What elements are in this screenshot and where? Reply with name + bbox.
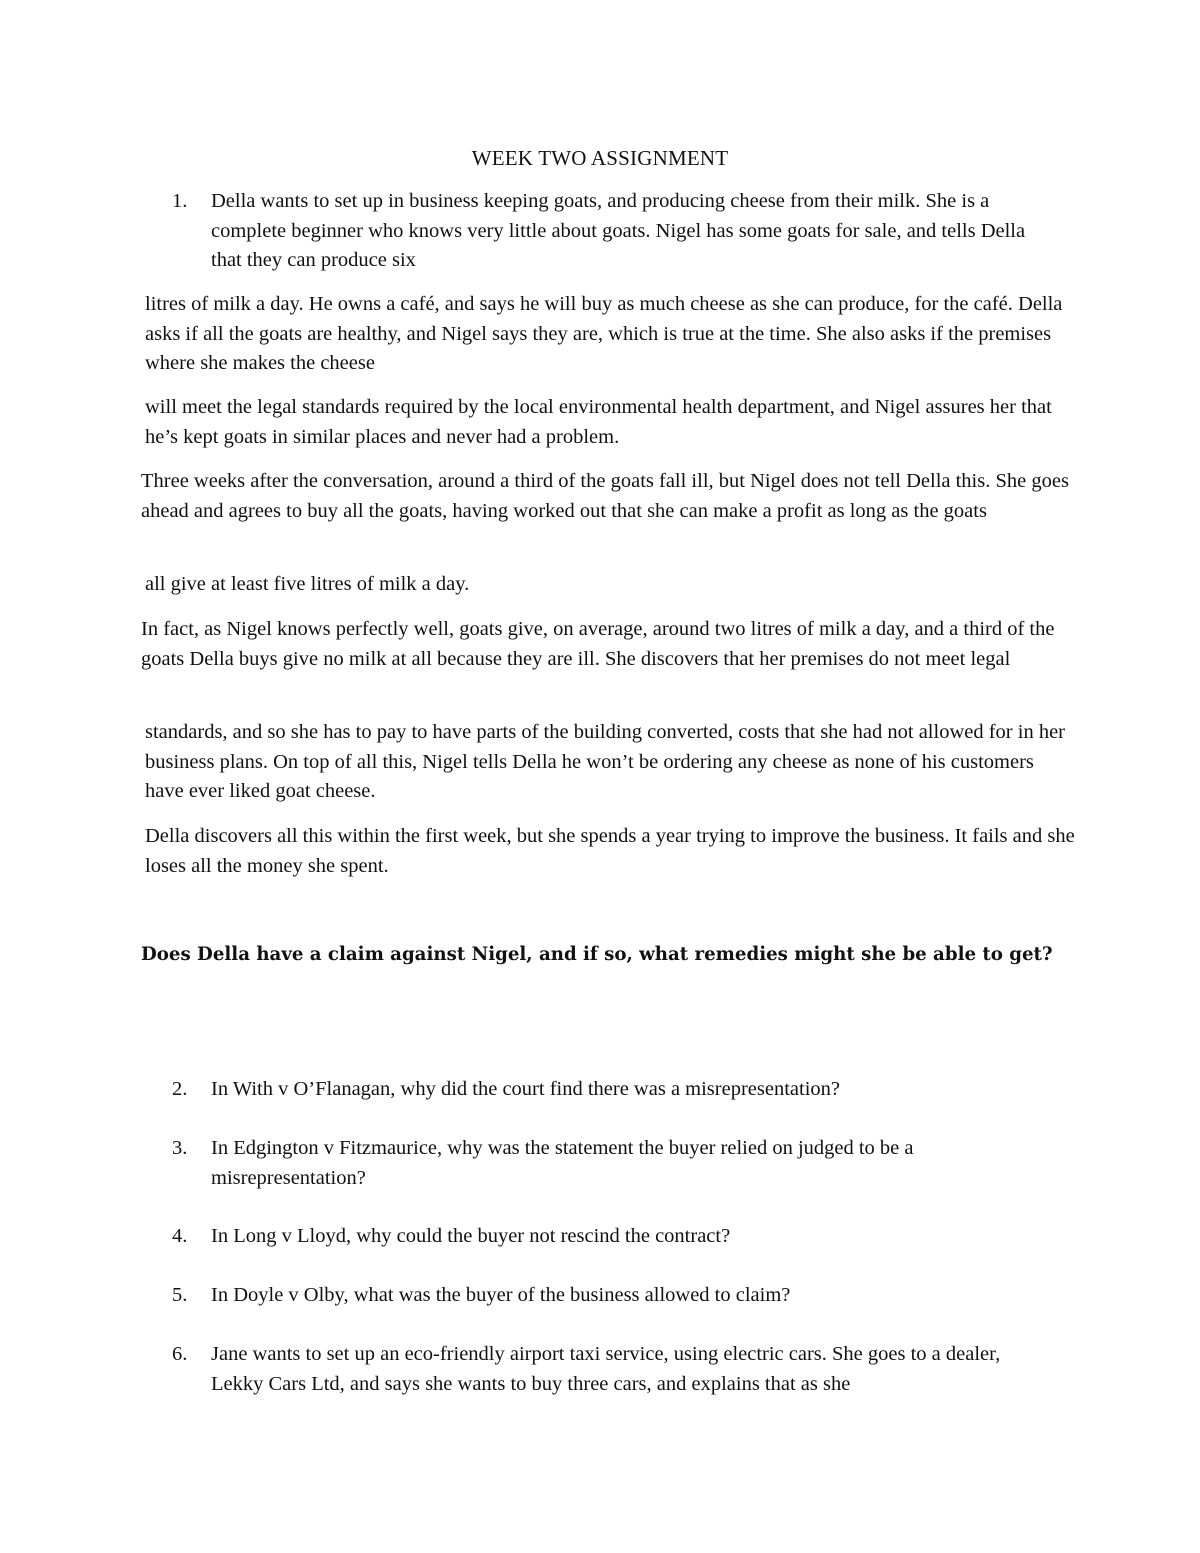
- list-item-number: 3.: [172, 1137, 188, 1159]
- list-item-5: [172, 1281, 1052, 1311]
- list-item-number: 2.: [172, 1078, 188, 1100]
- paragraph-1: litres of milk a day. He owns a café, and says he will buy as much cheese as she can produce, for the café. Della asks if all the goats are healthy, and Nigel says they are, which is true at the time. She also asks if the premises where she makes the cheese: [145, 293, 1063, 374]
- paragraph-6: standards, and so she has to pay to have parts of the building converted, costs that she had not allowed for in her business plans. On top of all this, Nigel tells Della he won’t be ordering any cheese as none of his customers have ever liked goat cheese.: [145, 721, 1065, 802]
- list-item-text: Della wants to set up in business keeping goats, and producing cheese from their milk. She is a complete beginner who knows very little about goats. Nigel has some goats for sale, and tells Della that they can produce six: [211, 190, 1026, 271]
- list-item-4: [172, 1222, 1052, 1252]
- list-item-text: In With v O’Flanagan, why did the court find there was a misrepresentation?: [211, 1078, 840, 1100]
- list-item-6: [172, 1340, 1052, 1399]
- list-item-number: 5.: [172, 1284, 188, 1306]
- list-item-text: In Edgington v Fitzmaurice, why was the statement the buyer relied on judged to be a misrepresentation?: [211, 1137, 914, 1189]
- paragraph-7: Della discovers all this within the first week, but she spends a year trying to improve the business. It fails and she loses all the money she spent.: [145, 825, 1075, 877]
- list-item-3: [172, 1134, 1052, 1193]
- list-item-number: 6.: [172, 1343, 188, 1365]
- list-item-text: In Long v Lloyd, why could the buyer not rescind the contract?: [211, 1225, 731, 1247]
- paragraph-4: all give at least five litres of milk a day.: [145, 573, 470, 595]
- main-question: Does Della have a claim against Nigel, and if so, what remedies might she be able to get?: [141, 944, 1053, 965]
- list-item-1: [172, 187, 1052, 276]
- paragraph-2: will meet the legal standards required by the local environmental health department, and Nigel assures her that he’s kept goats in similar places and never had a problem.: [145, 396, 1052, 448]
- list-item-text: In Doyle v Olby, what was the buyer of the business allowed to claim?: [211, 1284, 791, 1306]
- list-item-2: [172, 1075, 1052, 1105]
- list-item-number: 4.: [172, 1225, 188, 1247]
- page-title: WEEK TWO ASSIGNMENT: [471, 146, 729, 170]
- list-item-text: Jane wants to set up an eco-friendly airport taxi service, using electric cars. She goes to a dealer, Lekky Cars Ltd, and says she wants to buy three cars, and explains that as she: [211, 1343, 1001, 1395]
- paragraph-3: Three weeks after the conversation, around a third of the goats fall ill, but Nigel does not tell Della this. She goes ahead and agrees to buy all the goats, having worked out that she can make a profit as long as the goats: [141, 470, 1069, 522]
- list-item-number: 1.: [172, 190, 188, 212]
- paragraph-5: In fact, as Nigel knows perfectly well, goats give, on average, around two litres of milk a day, and a third of the goats Della buys give no milk at all because they are ill. She discovers that her premises do not meet legal: [141, 618, 1055, 670]
